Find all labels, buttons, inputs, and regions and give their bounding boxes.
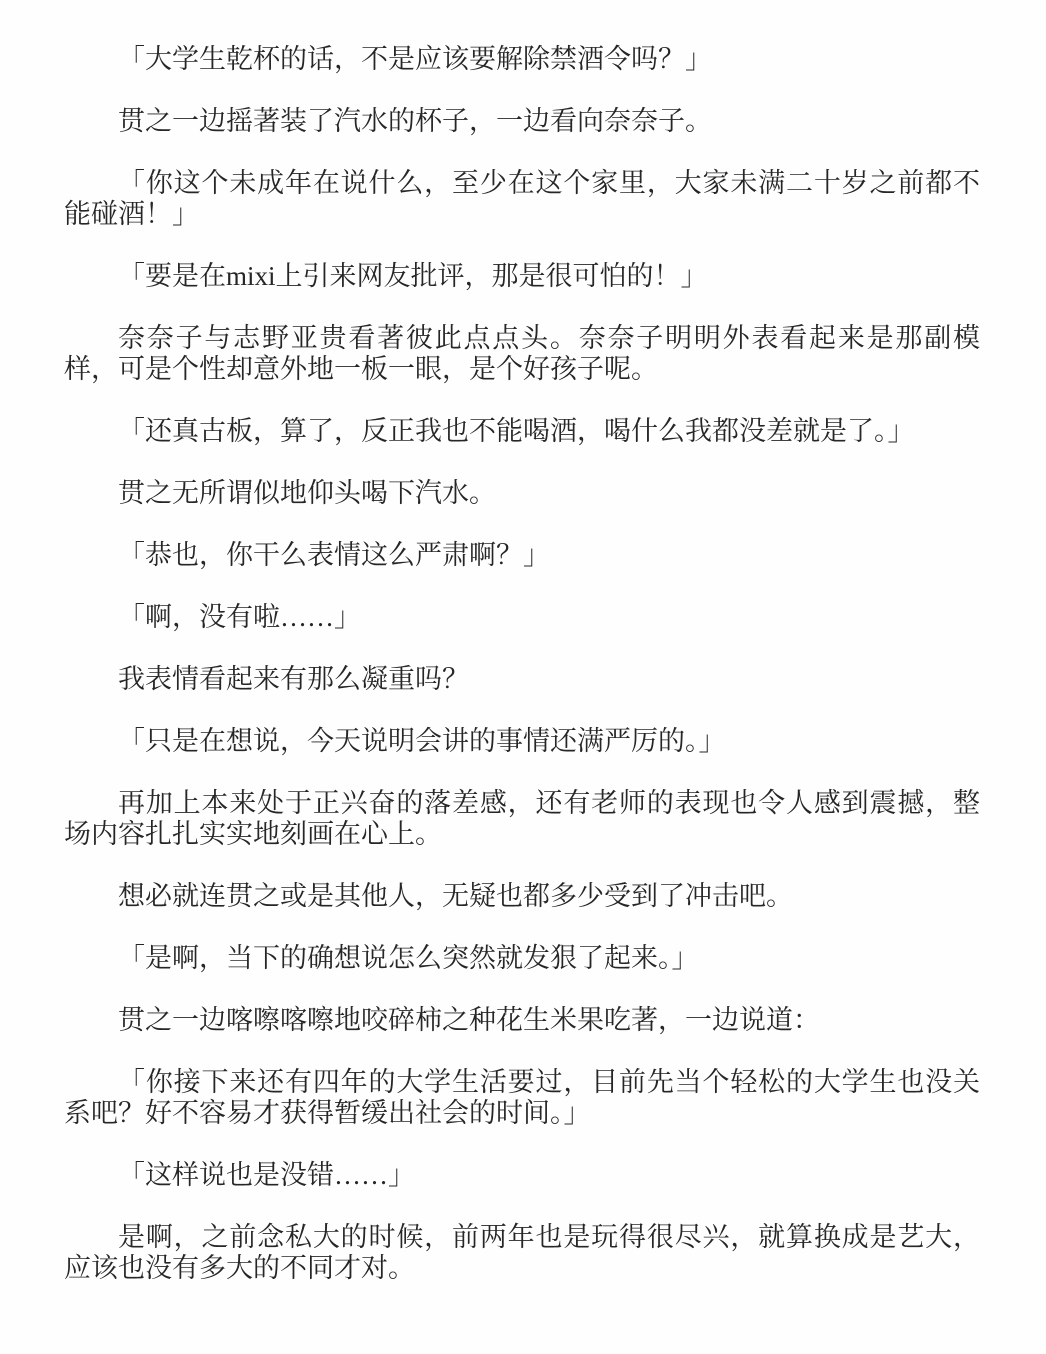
paragraph: 「大学生乾杯的话，不是应该要解除禁酒令吗？」 [118,44,712,74]
page-text-content [64,44,980,1284]
paragraph: 「你这个未成年在说什么，至少在这个家里，大家未满二十岁之前都不能碰酒！」 [64,168,980,229]
paragraph: 「是啊，当下的确想说怎么突然就发狠了起来。」 [118,943,699,973]
paragraph: 「啊，没有啦……」 [118,602,361,632]
paragraph: 「恭也，你干么表情这么严肃啊？」 [118,540,550,570]
paragraph: 贯之无所谓似地仰头喝下汽水。 [118,478,496,508]
paragraph: 「你接下来还有四年的大学生活要过，目前先当个轻松的大学生也没关系吧？好不容易才获得暂缓出社会的时间。」 [64,1067,980,1128]
paragraph: 贯之一边喀嚓喀嚓地咬碎柿之种花生米果吃著，一边说道： [118,1005,820,1035]
paragraph: 「这样说也是没错……」 [118,1160,415,1190]
paragraph: 奈奈子与志野亚贵看著彼此点点头。奈奈子明明外表看起来是那副模样，可是个性却意外地一板一眼，是个好孩子呢。 [64,323,980,384]
paragraph: 我表情看起来有那么凝重吗？ [118,664,469,694]
paragraph: 想必就连贯之或是其他人，无疑也都多少受到了冲击吧。 [118,881,793,911]
paragraph: 贯之一边摇著装了汽水的杯子，一边看向奈奈子。 [118,106,712,136]
paragraph: 「还真古板，算了，反正我也不能喝酒，喝什么我都没差就是了。」 [118,416,915,446]
paragraph: 「要是在mixi上引来网友批评，那是很可怕的！」 [118,261,708,291]
paragraph: 「只是在想说，今天说明会讲的事情还满严厉的。」 [118,726,726,756]
paragraph: 是啊，之前念私大的时候，前两年也是玩得很尽兴，就算换成是艺大，应该也没有多大的不同才对。 [64,1222,980,1283]
paragraph: 再加上本来处于正兴奋的落差感，还有老师的表现也令人感到震撼，整场内容扎扎实实地刻画在心上。 [64,788,980,849]
